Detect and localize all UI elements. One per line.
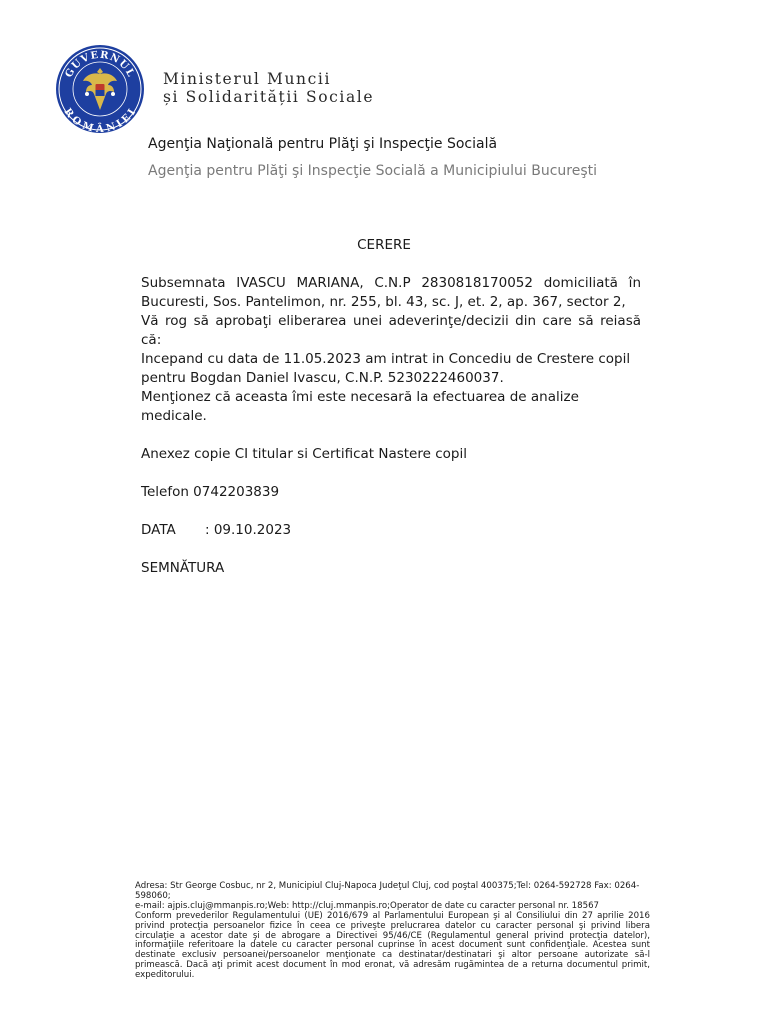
- ministry-line-1: Ministerul Muncii: [163, 70, 332, 88]
- date-line: [141, 521, 641, 540]
- footer: [135, 882, 650, 981]
- applicant-paragraph: Subsemnata IVASCU MARIANA, C.N.P 2830818170052 domiciliată în Bucuresti, Sos. Pantelimon, nr. 255, bl. 43, sc. J, et. 2, ap. 367, sector 2,: [141, 275, 641, 310]
- svg-text:ROMÂNIEI: ROMÂNIEI: [61, 106, 139, 134]
- agency-national-name: Agenţia Naţională pentru Plăţi şi Inspecţie Socială: [148, 136, 498, 152]
- ministry-name: [163, 70, 374, 106]
- footer-address: Adresa: Str George Cosbuc, nr 2, Municipiul Cluj-Napoca Judeţul Cluj, cod poştal 400375;Tel: 0264-592728 Fax: 0264-598060;: [135, 881, 640, 901]
- document-title: CERERE: [357, 237, 411, 253]
- phone-line: Telefon 0742203839: [141, 484, 280, 500]
- request-paragraph: Vă rog să aprobaţi eliberarea unei adeverinţe/decizii din care să reiasă că:: [141, 313, 641, 348]
- date-value: : 09.10.2023: [205, 522, 292, 538]
- leave-paragraph: Incepand cu data de 11.05.2023 am intrat in Concediu de Crestere copil pentru Bogdan Daniel Ivascu, C.N.P. 5230222460037.: [141, 351, 631, 386]
- annex-line: Anexez copie CI titular si Certificat Nastere copil: [141, 446, 467, 462]
- document-body: [141, 274, 641, 578]
- footer-contact: e-mail: ajpis.cluj@mmanpis.ro;Web: http://cluj.mmanpis.ro;Operator de date cu caracter personal nr. 18567: [135, 900, 600, 911]
- svg-text:GUVERNUL: GUVERNUL: [63, 49, 137, 80]
- date-label: DATA: [141, 522, 176, 538]
- purpose-paragraph: Menţionez că aceasta îmi este necesară la efectuarea de analize medicale.: [141, 389, 579, 424]
- government-seal-logo: [55, 44, 145, 134]
- signature-label: SEMNĂTURA: [141, 560, 225, 576]
- footer-gdpr-notice: Conform prevederilor Regulamentului (UE) 2016/679 al Parlamentului European şi al Consiliului din 27 aprilie 2016 privind protecţia persoanelor fizice în ceea ce priveşte prelucrarea datelor cu caracter personal şi privind libera circulaţie a acestor date şi de abrogare a Directivei 95/46/CE (Regulamentul general privind protecţia datelor), informaţiile referitoare la datele cu caracter personal cuprinse în acest document sunt confidenţiale. Acestea sunt destinate exclusiv persoanei/persoanelor menţionate ca destinatar/destinatari şi altor persoane autorizate să-l primească. Dacă aţi primit acest document în mod eronat, vă adresăm rugămintea de a returna documentul primit, expeditorului.: [135, 910, 650, 981]
- ministry-line-2: și Solidarității Sociale: [163, 88, 375, 106]
- agency-local-name: Agenţia pentru Plăţi şi Inspecţie Socială a Municipiului Bucureşti: [148, 163, 598, 179]
